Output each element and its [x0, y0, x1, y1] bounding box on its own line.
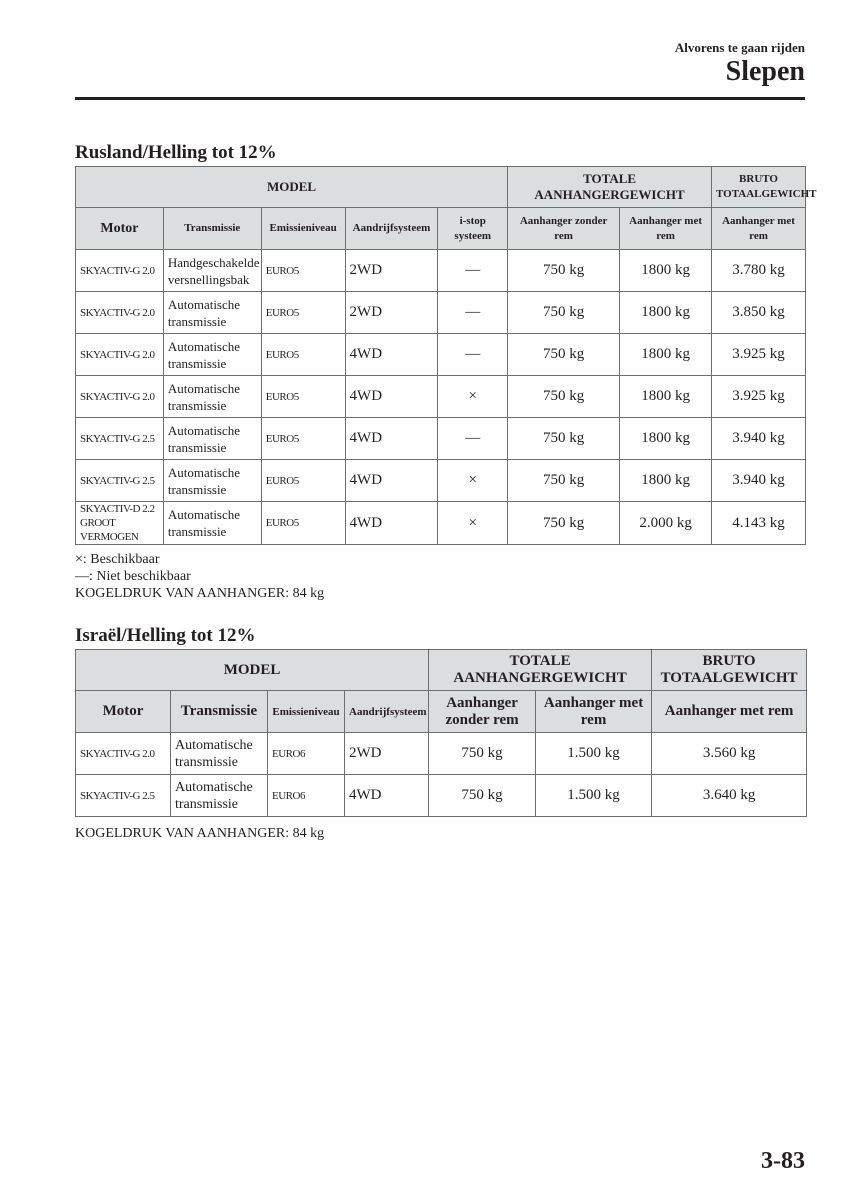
group-header-total: TOTALE AANHANGERGEWICHT: [429, 650, 652, 691]
table-cell: 3.640 kg: [652, 775, 807, 817]
table-cell: 3.925 kg: [712, 334, 806, 376]
table-cell: —: [438, 250, 508, 292]
table-cell: Automatische transmissie: [163, 292, 261, 334]
table-cell: 750 kg: [508, 334, 620, 376]
table-cell: 4WD: [345, 460, 438, 502]
table-cell: 2WD: [345, 292, 438, 334]
table-cell: SKYACTIV-G 2.0: [76, 733, 171, 775]
table-cell: 3.780 kg: [712, 250, 806, 292]
table-cell: Automatische transmissie: [171, 733, 268, 775]
table-cell: 3.560 kg: [652, 733, 807, 775]
note-unavailable: —: Niet beschikbaar: [75, 569, 191, 584]
table-row: [76, 418, 806, 460]
table-cell: —: [438, 292, 508, 334]
table-cell: 1800 kg: [620, 376, 712, 418]
table-cell: 750 kg: [508, 460, 620, 502]
table-cell: SKYACTIV-G 2.0: [76, 334, 164, 376]
table-row: [76, 775, 807, 817]
table-cell: Automatische transmissie: [163, 334, 261, 376]
table-cell: 750 kg: [508, 250, 620, 292]
column-header: Aanhanger met rem: [652, 691, 807, 733]
group-header-model: MODEL: [76, 167, 508, 208]
table-cell: SKYACTIV-G 2.0: [76, 292, 164, 334]
chapter-title: Alvorens te gaan rijden: [674, 40, 805, 55]
table-cell: 2.000 kg: [620, 502, 712, 545]
group-header-model: MODEL: [76, 650, 429, 691]
table-cell: 1.500 kg: [536, 775, 652, 817]
table-cell: EURO5: [261, 292, 345, 334]
table-row: [76, 250, 806, 292]
column-header: Transmissie: [163, 208, 261, 250]
table-cell: Automatische transmissie: [163, 460, 261, 502]
table-cell: ×: [438, 502, 508, 545]
table-row: [76, 502, 806, 545]
table-cell: Automatische transmissie: [163, 502, 261, 545]
table-cell: 750 kg: [429, 733, 536, 775]
table-cell: 4WD: [345, 502, 438, 545]
table-cell: ×: [438, 376, 508, 418]
column-header: Transmissie: [171, 691, 268, 733]
table-cell: 1800 kg: [620, 250, 712, 292]
table-cell: SKYACTIV-G 2.0: [76, 376, 164, 418]
table-cell: 1800 kg: [620, 418, 712, 460]
section-title-russia: Rusland/Helling tot 12%: [75, 142, 277, 163]
table-cell: EURO5: [261, 460, 345, 502]
table-cell: 750 kg: [429, 775, 536, 817]
table-cell: SKYACTIV-D 2.2 GROOT VERMOGEN: [76, 502, 164, 545]
table-cell: 1800 kg: [620, 460, 712, 502]
table-cell: 1.500 kg: [536, 733, 652, 775]
table-cell: SKYACTIV-G 2.5: [76, 418, 164, 460]
table-cell: 750 kg: [508, 292, 620, 334]
page-title: Slepen: [725, 56, 805, 87]
column-header: Aandrijfsysteem: [345, 208, 438, 250]
table-row: [76, 334, 806, 376]
table-cell: SKYACTIV-G 2.0: [76, 250, 164, 292]
column-header: Motor: [76, 691, 171, 733]
table-cell: SKYACTIV-G 2.5: [76, 775, 171, 817]
table-cell: 4WD: [345, 334, 438, 376]
table-cell: 3.940 kg: [712, 460, 806, 502]
table-cell: 750 kg: [508, 418, 620, 460]
table-cell: EURO6: [268, 775, 345, 817]
table-cell: EURO5: [261, 376, 345, 418]
table-cell: 4.143 kg: [712, 502, 806, 545]
table-cell: 4WD: [345, 418, 438, 460]
table-cell: 750 kg: [508, 502, 620, 545]
column-header: Aanhanger met rem: [712, 208, 806, 250]
table-cell: —: [438, 418, 508, 460]
russia-table: [75, 166, 817, 545]
table-cell: 2WD: [345, 733, 429, 775]
table-cell: EURO5: [261, 502, 345, 545]
table-row: [76, 376, 806, 418]
table-cell: 1800 kg: [620, 334, 712, 376]
table-cell: SKYACTIV-G 2.5: [76, 460, 164, 502]
column-header: Emissieniveau: [261, 208, 345, 250]
table-cell: 3.850 kg: [712, 292, 806, 334]
note-ball-load: KOGELDRUK VAN AANHANGER: 84 kg: [75, 586, 325, 601]
table-cell: Automatische transmissie: [163, 376, 261, 418]
section-title-israel: Israël/Helling tot 12%: [75, 625, 256, 646]
table-cell: 750 kg: [508, 376, 620, 418]
table-row: [76, 733, 807, 775]
column-header: Aanhanger zonder rem: [429, 691, 536, 733]
column-header: Emissieniveau: [268, 691, 345, 733]
table-row: [76, 292, 806, 334]
table-cell: 2WD: [345, 250, 438, 292]
note-ball-load: KOGELDRUK VAN AANHANGER: 84 kg: [75, 826, 325, 841]
table-cell: Automatische transmissie: [163, 418, 261, 460]
header-rule: [75, 97, 805, 100]
table-cell: EURO6: [268, 733, 345, 775]
table-cell: 4WD: [345, 376, 438, 418]
column-header: Motor: [76, 208, 164, 250]
table-cell: 3.940 kg: [712, 418, 806, 460]
table-cell: EURO5: [261, 250, 345, 292]
israel-table: [75, 649, 807, 817]
column-header: Aanhanger met rem: [620, 208, 712, 250]
table-cell: 4WD: [345, 775, 429, 817]
column-header: Aanhanger met rem: [536, 691, 652, 733]
table-cell: —: [438, 334, 508, 376]
table-cell: EURO5: [261, 334, 345, 376]
group-header-gross: BRUTO TOTAALGEWICHT: [712, 167, 806, 208]
table-cell: EURO5: [261, 418, 345, 460]
group-header-gross: BRUTO TOTAALGEWICHT: [652, 650, 807, 691]
page-number: 3-83: [761, 1148, 805, 1174]
table-cell: ×: [438, 460, 508, 502]
group-header-total: TOTALE AANHANGERGEWICHT: [508, 167, 712, 208]
column-header: Aanhanger zonder rem: [508, 208, 620, 250]
column-header: Aandrijfsysteem: [345, 691, 429, 733]
table-cell: Automatische transmissie: [171, 775, 268, 817]
note-available: ×: Beschikbaar: [75, 552, 160, 567]
table-cell: 1800 kg: [620, 292, 712, 334]
table-cell: 3.925 kg: [712, 376, 806, 418]
column-header: i-stop systeem: [438, 208, 508, 250]
table-cell: Handgeschakelde versnellingsbak: [163, 250, 261, 292]
table-row: [76, 460, 806, 502]
